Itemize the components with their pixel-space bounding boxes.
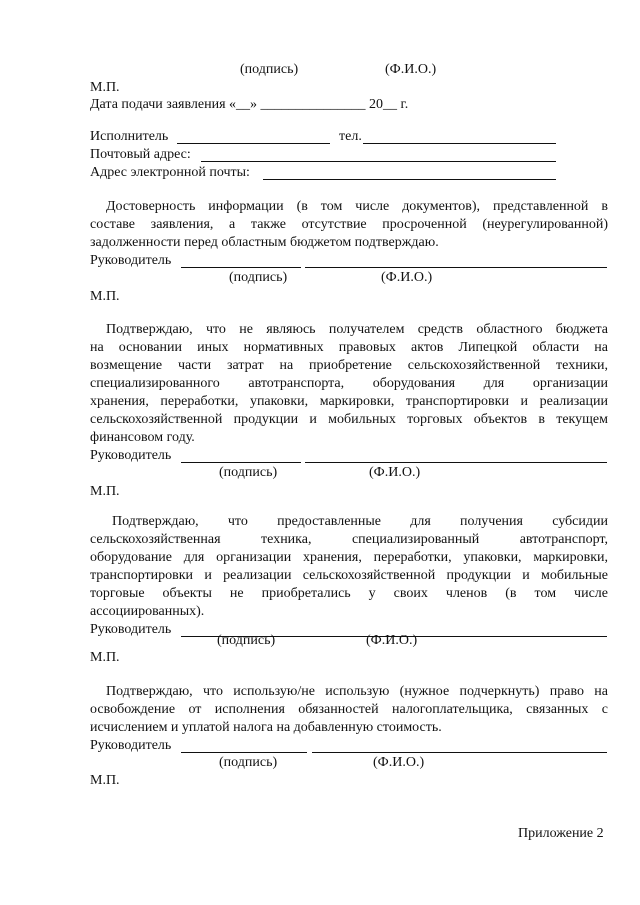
section-3-line-3: оборудование для организации хранения, переработки, упаковки, маркировки,	[90, 550, 608, 565]
section-2-seal: М.П.	[90, 484, 120, 499]
section-4-signature-caption: (подпись)	[219, 755, 278, 770]
section-2-name-line	[305, 462, 607, 463]
section-3-seal: М.П.	[90, 650, 120, 665]
section-1-signature-caption: (подпись)	[229, 270, 288, 285]
section-4-name-line	[312, 752, 607, 753]
executor-name-line	[177, 143, 330, 144]
section-2-line-6: сельскохозяйственной продукции и мобильных торговых объектов в текущем	[90, 412, 608, 427]
section-1-name-line	[305, 267, 607, 268]
executor-label: Исполнитель	[90, 129, 169, 144]
section-1-head-label: Руководитель	[90, 253, 172, 268]
section-4-head-label: Руководитель	[90, 738, 172, 753]
section-1-line-2: составе заявления, а также отсутствие просроченной (неурегулированной)	[90, 217, 608, 232]
phone-line	[363, 143, 556, 144]
signature-caption: (подпись)	[240, 62, 299, 77]
email-address-line	[263, 179, 556, 180]
section-2-name-caption: (Ф.И.О.)	[369, 465, 421, 480]
section-1-signature-line	[181, 267, 301, 268]
email-address-label: Адрес электронной почты:	[90, 165, 250, 180]
appendix-label: Приложение 2	[518, 826, 604, 841]
section-2-line-3: возмещение части затрат на приобретение сельскохозяйственной техники,	[90, 358, 608, 373]
section-1-seal: М.П.	[90, 289, 120, 304]
section-4-signature-line	[181, 752, 307, 753]
section-2-line-2: на основании иных нормативных правовых актов Липецкой области на	[90, 340, 608, 355]
name-caption: (Ф.И.О.)	[385, 62, 437, 77]
section-2-line-1: Подтверждаю, что не являюсь получателем средств областного бюджета	[106, 322, 608, 337]
section-3-line-1: Подтверждаю, что предоставленные для получения субсидии	[112, 514, 608, 529]
section-2-head-label: Руководитель	[90, 448, 172, 463]
section-2-line-5: хранения, переработки, упаковки, маркировки, транспортировки и реализации	[90, 394, 608, 409]
section-4-line-3: исчислением и уплатой налога на добавленную стоимость.	[90, 720, 442, 735]
section-3-line-4: транспортировки и реализации сельскохозяйственной продукции и мобильные	[90, 568, 608, 583]
seal-mark: М.П.	[90, 80, 120, 95]
section-1-name-caption: (Ф.И.О.)	[381, 270, 433, 285]
section-4-line-2: освобождение от исполнения обязанностей налогоплательщика, связанных с	[90, 702, 608, 717]
section-1-line-1: Достоверность информации (в том числе документов), представленной в	[106, 199, 608, 214]
section-2-line-4: специализированного автотранспорта, оборудования для организации	[90, 376, 608, 391]
section-4-seal: М.П.	[90, 773, 120, 788]
section-3-line-5: торговые объекты не приобретались у своих членов (в том числе	[90, 586, 608, 601]
section-2-signature-line	[181, 462, 301, 463]
postal-address-label: Почтовый адрес:	[90, 147, 191, 162]
section-3-line-2: сельскохозяйственная техника, специализированный автотранспорт,	[90, 532, 608, 547]
section-3-signature-caption: (подпись)	[217, 633, 276, 648]
section-1-line-3: задолженности перед областным бюджетом подтверждаю.	[90, 235, 439, 250]
section-3-name-caption: (Ф.И.О.)	[366, 633, 418, 648]
phone-label: тел.	[339, 129, 362, 144]
section-2-line-7: финансовом году.	[90, 430, 195, 445]
postal-address-line	[201, 161, 556, 162]
section-3-head-label: Руководитель	[90, 622, 172, 637]
application-date-line: Дата подачи заявления «__» _______________ 20__ г.	[90, 97, 409, 112]
section-2-signature-caption: (подпись)	[219, 465, 278, 480]
section-4-name-caption: (Ф.И.О.)	[373, 755, 425, 770]
section-4-line-1: Подтверждаю, что использую/не использую (нужное подчеркнуть) право на	[106, 684, 608, 699]
section-3-line-6: ассоциированных).	[90, 604, 205, 619]
